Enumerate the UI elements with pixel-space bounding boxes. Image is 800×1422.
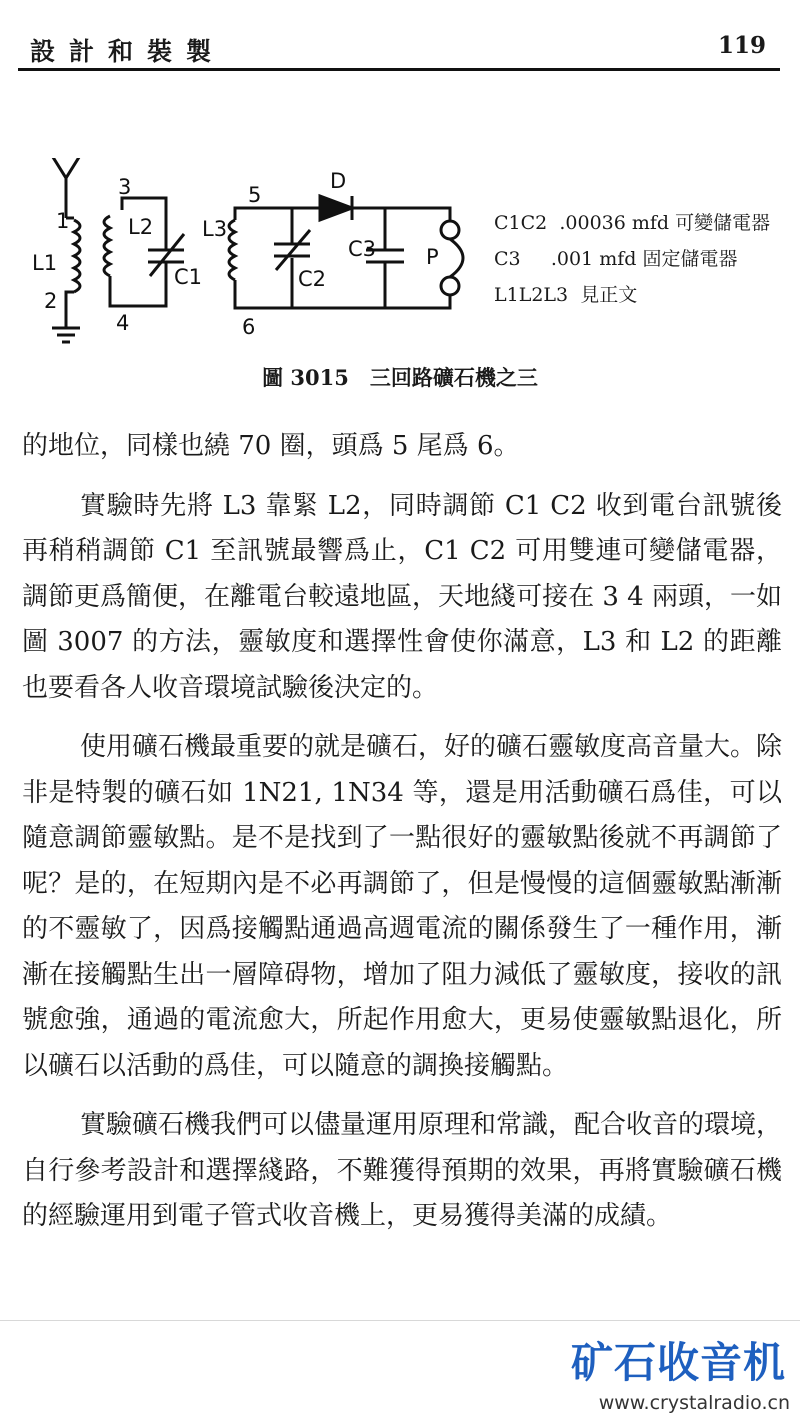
paragraph: 實驗礦石機我們可以儘量運用原理和常識，配合收音的環境，自行參考設計和選擇綫路，不難獲得預期的效果，再將實驗礦石機的經驗運用到電子管式收音機上，更易獲得美滿的成績。: [22, 1110, 783, 1231]
body-text: [22, 424, 782, 1254]
site-logo: 矿石收音机: [570, 1338, 786, 1387]
page-header: [18, 30, 780, 71]
page-number: 119: [717, 32, 766, 59]
label-c2: C2: [298, 267, 327, 291]
coil-l3: [229, 220, 235, 280]
diode-d: [320, 196, 352, 220]
label-3: 3: [118, 175, 132, 199]
phone-top: [441, 221, 459, 239]
legend-row: C1C2 .00036 mfd 可變儲電器: [494, 212, 771, 234]
label-c1: C1: [174, 265, 203, 289]
antenna-symbol: [46, 158, 86, 178]
paragraph: 的地位，同樣也繞 70 圈，頭爲 5 尾爲 6。: [22, 431, 520, 461]
label-c3: C3: [348, 237, 377, 261]
label-l2: L2: [128, 215, 154, 239]
legend-row: C3 .001 mfd 固定儲電器: [494, 248, 738, 270]
coil-l1: [74, 220, 80, 292]
site-url: www.crystalradio.cn: [598, 1392, 790, 1414]
paragraph: 使用礦石機最重要的就是礦石，好的礦石靈敏度高音量大。除非是特製的礦石如 1N21, 1N34 等，還是用活動礦石爲佳，可以隨意調節靈敏點。是不是找到了一點很好的靈敏點後就不再調節了呢？是的，在短期內是不必再調節了，但是慢慢的這個靈敏點漸漸的不靈敏了，因爲接觸點通過高週電流的關係發生了一種作用，漸漸在接觸點生出一層障碍物，增加了阻力減低了靈敏度，接收的訊號愈強，通過的電流愈大，所起作用愈大，更易使靈敏點退化，所以礦石以活動的爲佳，可以隨意的調換接觸點。: [22, 732, 783, 1081]
label-5: 5: [248, 183, 262, 207]
ground-symbol: [52, 328, 80, 342]
component-legend: [494, 205, 784, 313]
label-p: P: [426, 245, 439, 269]
running-title: 設計和裝製: [30, 37, 226, 66]
figure-caption: 圖 3015 三回路礦石機之三: [262, 365, 538, 390]
coil-l2: [104, 216, 110, 276]
phone-bottom: [441, 277, 459, 295]
label-l1: L1: [32, 251, 58, 275]
label-1: 1: [56, 209, 70, 233]
footer-divider: [0, 1320, 800, 1321]
label-d: D: [330, 169, 347, 193]
label-l3: L3: [202, 217, 228, 241]
headphones-p: [450, 239, 463, 277]
legend-row: L1L2L3 見正文: [494, 284, 638, 306]
label-4: 4: [116, 311, 130, 335]
label-2: 2: [44, 289, 58, 313]
paragraph: 實驗時先將 L3 靠緊 L2，同時調節 C1 C2 收到電台訊號後再稍稍調節 C1 至訊號最響爲止，C1 C2 可用雙連可變儲電器，調節更爲簡便，在離電台較遠地區，天地綫可接在 3 4 兩頭，一如圖 3007 的方法，靈敏度和選擇性會使你滿意，L3 和 L2 的距離也要看各人收音環境試驗後決定的。: [22, 490, 782, 703]
label-6: 6: [242, 315, 256, 339]
